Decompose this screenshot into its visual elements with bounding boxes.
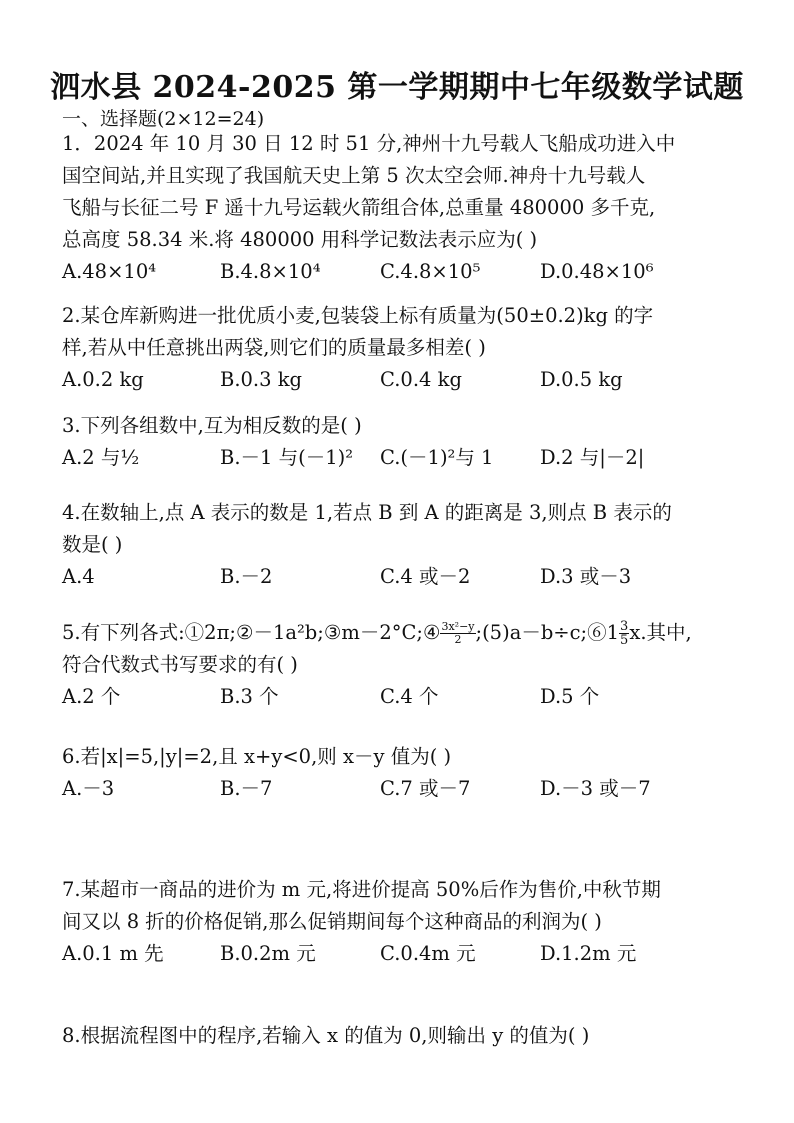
option-a[interactable]: A.－3 [62, 777, 115, 800]
question-8-line: 8.根据流程图中的程序,若输入 x 的值为 0,则输出 y 的值为( ) [62, 1024, 590, 1047]
question-5 [62, 617, 742, 713]
question-3-line: 3.下列各组数中,互为相反数的是( ) [62, 414, 362, 437]
question-7-line: 间又以 8 折的价格促销,那么促销期间每个这种商品的利润为( ) [62, 910, 602, 933]
mixed-fraction-numerator: 3 [620, 619, 629, 634]
mixed-fraction-denominator: 5 [620, 633, 629, 648]
question-6 [62, 741, 742, 805]
question-2 [62, 300, 742, 396]
option-c[interactable]: C.0.4m 元 [380, 942, 476, 965]
option-c[interactable]: C.7 或－7 [380, 777, 471, 800]
question-2-options [62, 364, 742, 396]
question-4 [62, 497, 742, 593]
fraction-numerator: 3x²−y [441, 620, 475, 633]
question-5-text-c: x.其中, [629, 621, 692, 644]
question-1 [62, 128, 742, 288]
question-8 [62, 1020, 742, 1052]
question-1-line: 国空间站,并且实现了我国航天史上第 5 次太空会师.神舟十九号载人 [62, 164, 646, 187]
option-d[interactable]: D.2 与|－2| [540, 446, 645, 469]
question-2-line: 2.某仓库新购进一批优质小麦,包装袋上标有质量为(50±0.2)kg 的字 [62, 304, 654, 327]
option-a[interactable]: A.48×10⁴ [62, 260, 157, 283]
option-d[interactable]: D.0.48×10⁶ [540, 260, 654, 283]
option-a[interactable]: A.0.1 m 先 [62, 942, 164, 965]
question-4-line: 4.在数轴上,点 A 表示的数是 1,若点 B 到 A 的距离是 3,则点 B 表示的 [62, 501, 672, 524]
option-d[interactable]: D.5 个 [540, 685, 600, 708]
option-c[interactable]: C.(－1)²与 1 [380, 446, 494, 469]
option-c[interactable]: C.4 或－2 [380, 565, 471, 588]
mixed-fraction [619, 620, 629, 647]
option-d[interactable]: D.－3 或－7 [540, 777, 651, 800]
option-b[interactable]: B.－7 [220, 777, 273, 800]
fraction-denominator: 2 [454, 633, 462, 646]
question-1-line: 飞船与长征二号 F 遥十九号运载火箭组合体,总重量 480000 多千克, [62, 196, 656, 219]
option-b[interactable]: B.－1 与(－1)² [220, 446, 354, 469]
option-c[interactable]: C.0.4 kg [380, 368, 462, 391]
option-b[interactable]: B.－2 [220, 565, 273, 588]
fraction [440, 621, 475, 646]
question-5-text-b: ;(5)a－b÷c;⑥1 [475, 621, 620, 644]
option-c[interactable]: C.4.8×10⁵ [380, 260, 481, 283]
option-d[interactable]: D.1.2m 元 [540, 942, 637, 965]
option-a[interactable]: A.2 与½ [62, 446, 140, 469]
section-heading: 一、选择题(2×12=24) [62, 108, 265, 130]
option-a[interactable]: A.2 个 [62, 685, 121, 708]
question-5-text-a: 5.有下列各式:①2π;②－1a²b;③m－2°C;④ [62, 621, 441, 644]
question-5-line: 符合代数式书写要求的有( ) [62, 653, 298, 676]
question-6-options [62, 773, 742, 805]
question-5-line [62, 617, 742, 649]
option-b[interactable]: B.4.8×10⁴ [220, 260, 321, 283]
option-b[interactable]: B.0.2m 元 [220, 942, 316, 965]
option-d[interactable]: D.0.5 kg [540, 368, 623, 391]
question-7 [62, 874, 742, 970]
option-a[interactable]: A.0.2 kg [62, 368, 144, 391]
exam-title: 泗水县 2024-2025 第一学期期中七年级数学试题 [50, 70, 744, 105]
question-6-line: 6.若|x|=5,|y|=2,且 x+y<0,则 x－y 值为( ) [62, 745, 452, 768]
question-4-line: 数是( ) [62, 533, 123, 556]
option-c[interactable]: C.4 个 [380, 685, 439, 708]
question-3 [62, 410, 742, 474]
question-1-line: 总高度 58.34 米.将 480000 用科学记数法表示应为( ) [62, 228, 538, 251]
question-7-options [62, 938, 742, 970]
question-3-options [62, 442, 742, 474]
question-5-options [62, 681, 742, 713]
option-b[interactable]: B.0.3 kg [220, 368, 303, 391]
option-b[interactable]: B.3 个 [220, 685, 279, 708]
question-4-options [62, 561, 742, 593]
option-a[interactable]: A.4 [62, 565, 95, 588]
question-1-line: 1．2024 年 10 月 30 日 12 时 51 分,神州十九号载人飞船成功进入中 [62, 132, 676, 155]
question-1-options [62, 256, 742, 288]
question-2-line: 样,若从中任意挑出两袋,则它们的质量最多相差( ) [62, 336, 486, 359]
option-d[interactable]: D.3 或－3 [540, 565, 632, 588]
question-7-line: 7.某超市一商品的进价为 m 元,将进价提高 50%后作为售价,中秋节期 [62, 878, 661, 901]
